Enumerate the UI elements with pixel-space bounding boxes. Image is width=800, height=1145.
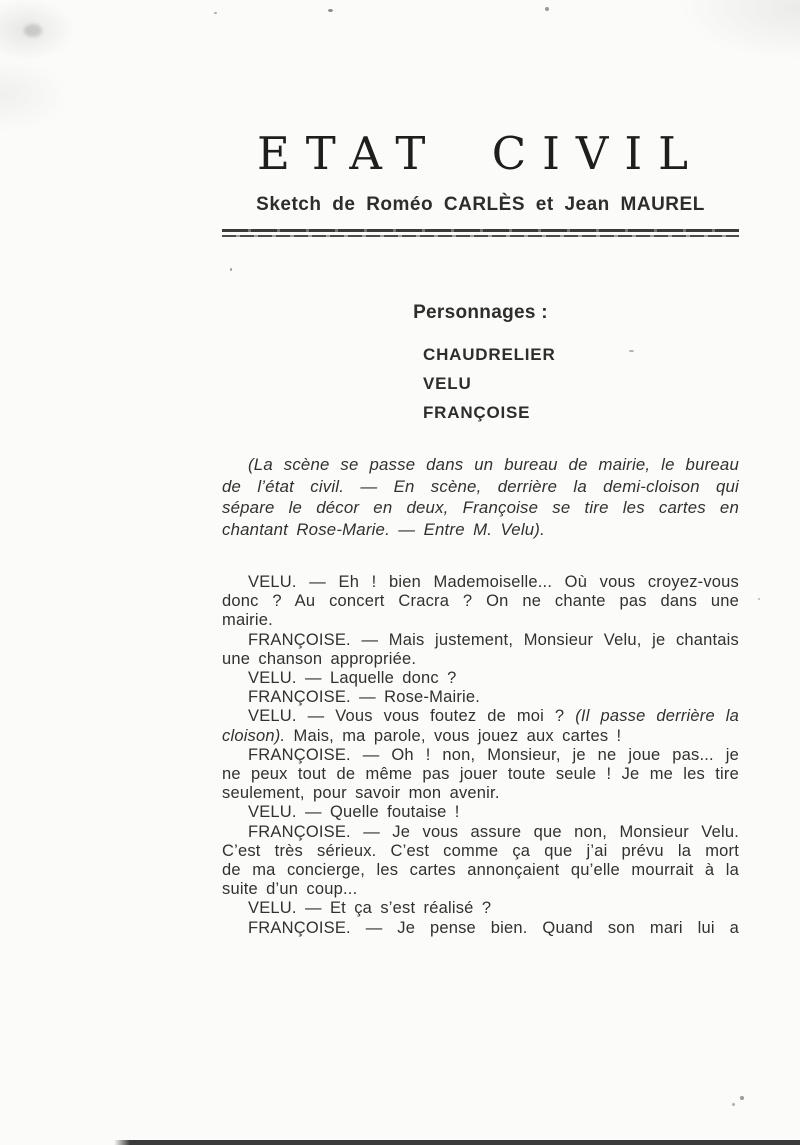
dialogue-text: ne peux tout de même pas jouer toute seule ! Je me les tire (222, 765, 739, 784)
dialogue-text: VELU. — Quelle foutaise ! (248, 803, 460, 822)
scan-speck (740, 1096, 744, 1100)
dialogue-text: une chanson appropriée. (222, 649, 417, 668)
dialogue-text: VELU. — Laquelle donc ? (248, 669, 457, 688)
stage-text: chantant Rose-Marie. — Entre M. Velu). (222, 519, 545, 539)
dialogue-line (222, 727, 739, 746)
cast-member: FRANÇOISE (423, 403, 531, 422)
rule-top-line (222, 229, 739, 232)
dialogue-line (222, 842, 739, 861)
dialogue-text: VELU. — Eh ! bien Mademoiselle... Où vous croyez-vous (248, 573, 739, 591)
rule-bottom-line (222, 235, 739, 237)
stage-direction (222, 454, 739, 540)
byline: Sketch de Roméo CARLÈS et Jean MAUREL (256, 194, 705, 215)
dialogue-line (222, 611, 739, 630)
dialogue-text: suite d’un coup... (222, 880, 358, 899)
dialogue-line (222, 707, 739, 726)
dialogue-text: VELU. — Vous vous foutez de moi ? (248, 707, 576, 726)
stage-text: sépare le décor en deux, Françoise se tire les cartes en (222, 498, 739, 518)
dialogue-line (222, 919, 739, 938)
stage-direction-line (222, 497, 739, 519)
stage-direction-line (222, 519, 739, 541)
scan-speck (545, 7, 549, 11)
stage-text: de l’état civil. — En scène, derrière la demi-cloison qui (222, 476, 739, 496)
dialogue-text: FRANÇOISE. — Je vous assure que non, Monsieur Velu. (248, 822, 739, 841)
dialogue-line (222, 784, 739, 803)
dialogue-text: Mais, ma parole, vous jouez aux cartes ! (285, 726, 622, 745)
dialogue-text: donc ? Au concert Cracra ? On ne chante pas dans une (222, 592, 739, 611)
stage-text: (La scène se passe dans un bureau de mairie, le bureau (248, 455, 739, 474)
personnages-heading: Personnages : (413, 302, 548, 323)
scan-speck (230, 268, 232, 271)
dialogue-line (222, 650, 739, 669)
scan-speck (629, 350, 634, 352)
scan-speck (732, 1103, 735, 1106)
dialogue (222, 573, 739, 938)
page-bottom-edge (114, 1140, 800, 1145)
dialogue-text: VELU. — Et ça s’est réalisé ? (248, 899, 492, 918)
dialogue-line (222, 746, 739, 765)
dialogue-line (222, 669, 739, 688)
dialogue-text: seulement, pour savoir mon avenir. (222, 784, 500, 803)
cast-member: VELU (423, 374, 472, 393)
dialogue-text: mairie. (222, 611, 273, 630)
dialogue-text: FRANÇOISE. — Je pense bien. Quand son mari lui a (248, 918, 739, 937)
dialogue-text: FRANÇOISE. — Rose-Mairie. (248, 688, 481, 707)
dialogue-line (222, 899, 739, 918)
dialogue-line (222, 823, 739, 842)
stage-direction-line (222, 454, 739, 476)
dialogue-line (222, 688, 739, 707)
dialogue-text: C’est très sérieux. C’est comme ça que j’ai prévu la mort (222, 841, 739, 860)
inline-stage-direction: cloison). (222, 726, 286, 745)
inline-stage-direction: (Il passe derrière la (575, 707, 739, 726)
dialogue-line (222, 631, 739, 650)
dialogue-text: FRANÇOISE. — Oh ! non, Monsieur, je ne joue pas... je (248, 745, 739, 764)
dialogue-line (222, 880, 739, 899)
dialogue-text: FRANÇOISE. — Mais justement, Monsieur Velu, je chantais (248, 630, 739, 649)
scan-speck (328, 9, 333, 12)
scan-speck (758, 598, 760, 600)
dialogue-line (222, 592, 739, 611)
stage-direction-line (222, 476, 739, 498)
cast-list (222, 340, 739, 427)
dialogue-line (222, 765, 739, 784)
dialogue-line (222, 803, 739, 822)
page-title: ETAT CIVIL (256, 127, 705, 180)
dialogue-line (222, 861, 739, 880)
cast-member: CHAUDRELIER (423, 345, 556, 364)
scan-speck (214, 12, 217, 14)
scan-smudge (24, 24, 42, 37)
double-rule (222, 229, 739, 237)
dialogue-text: de ma concierge, les cartes annonçaient qu’elle mourrait à la (222, 861, 739, 880)
dialogue-line (222, 573, 739, 592)
